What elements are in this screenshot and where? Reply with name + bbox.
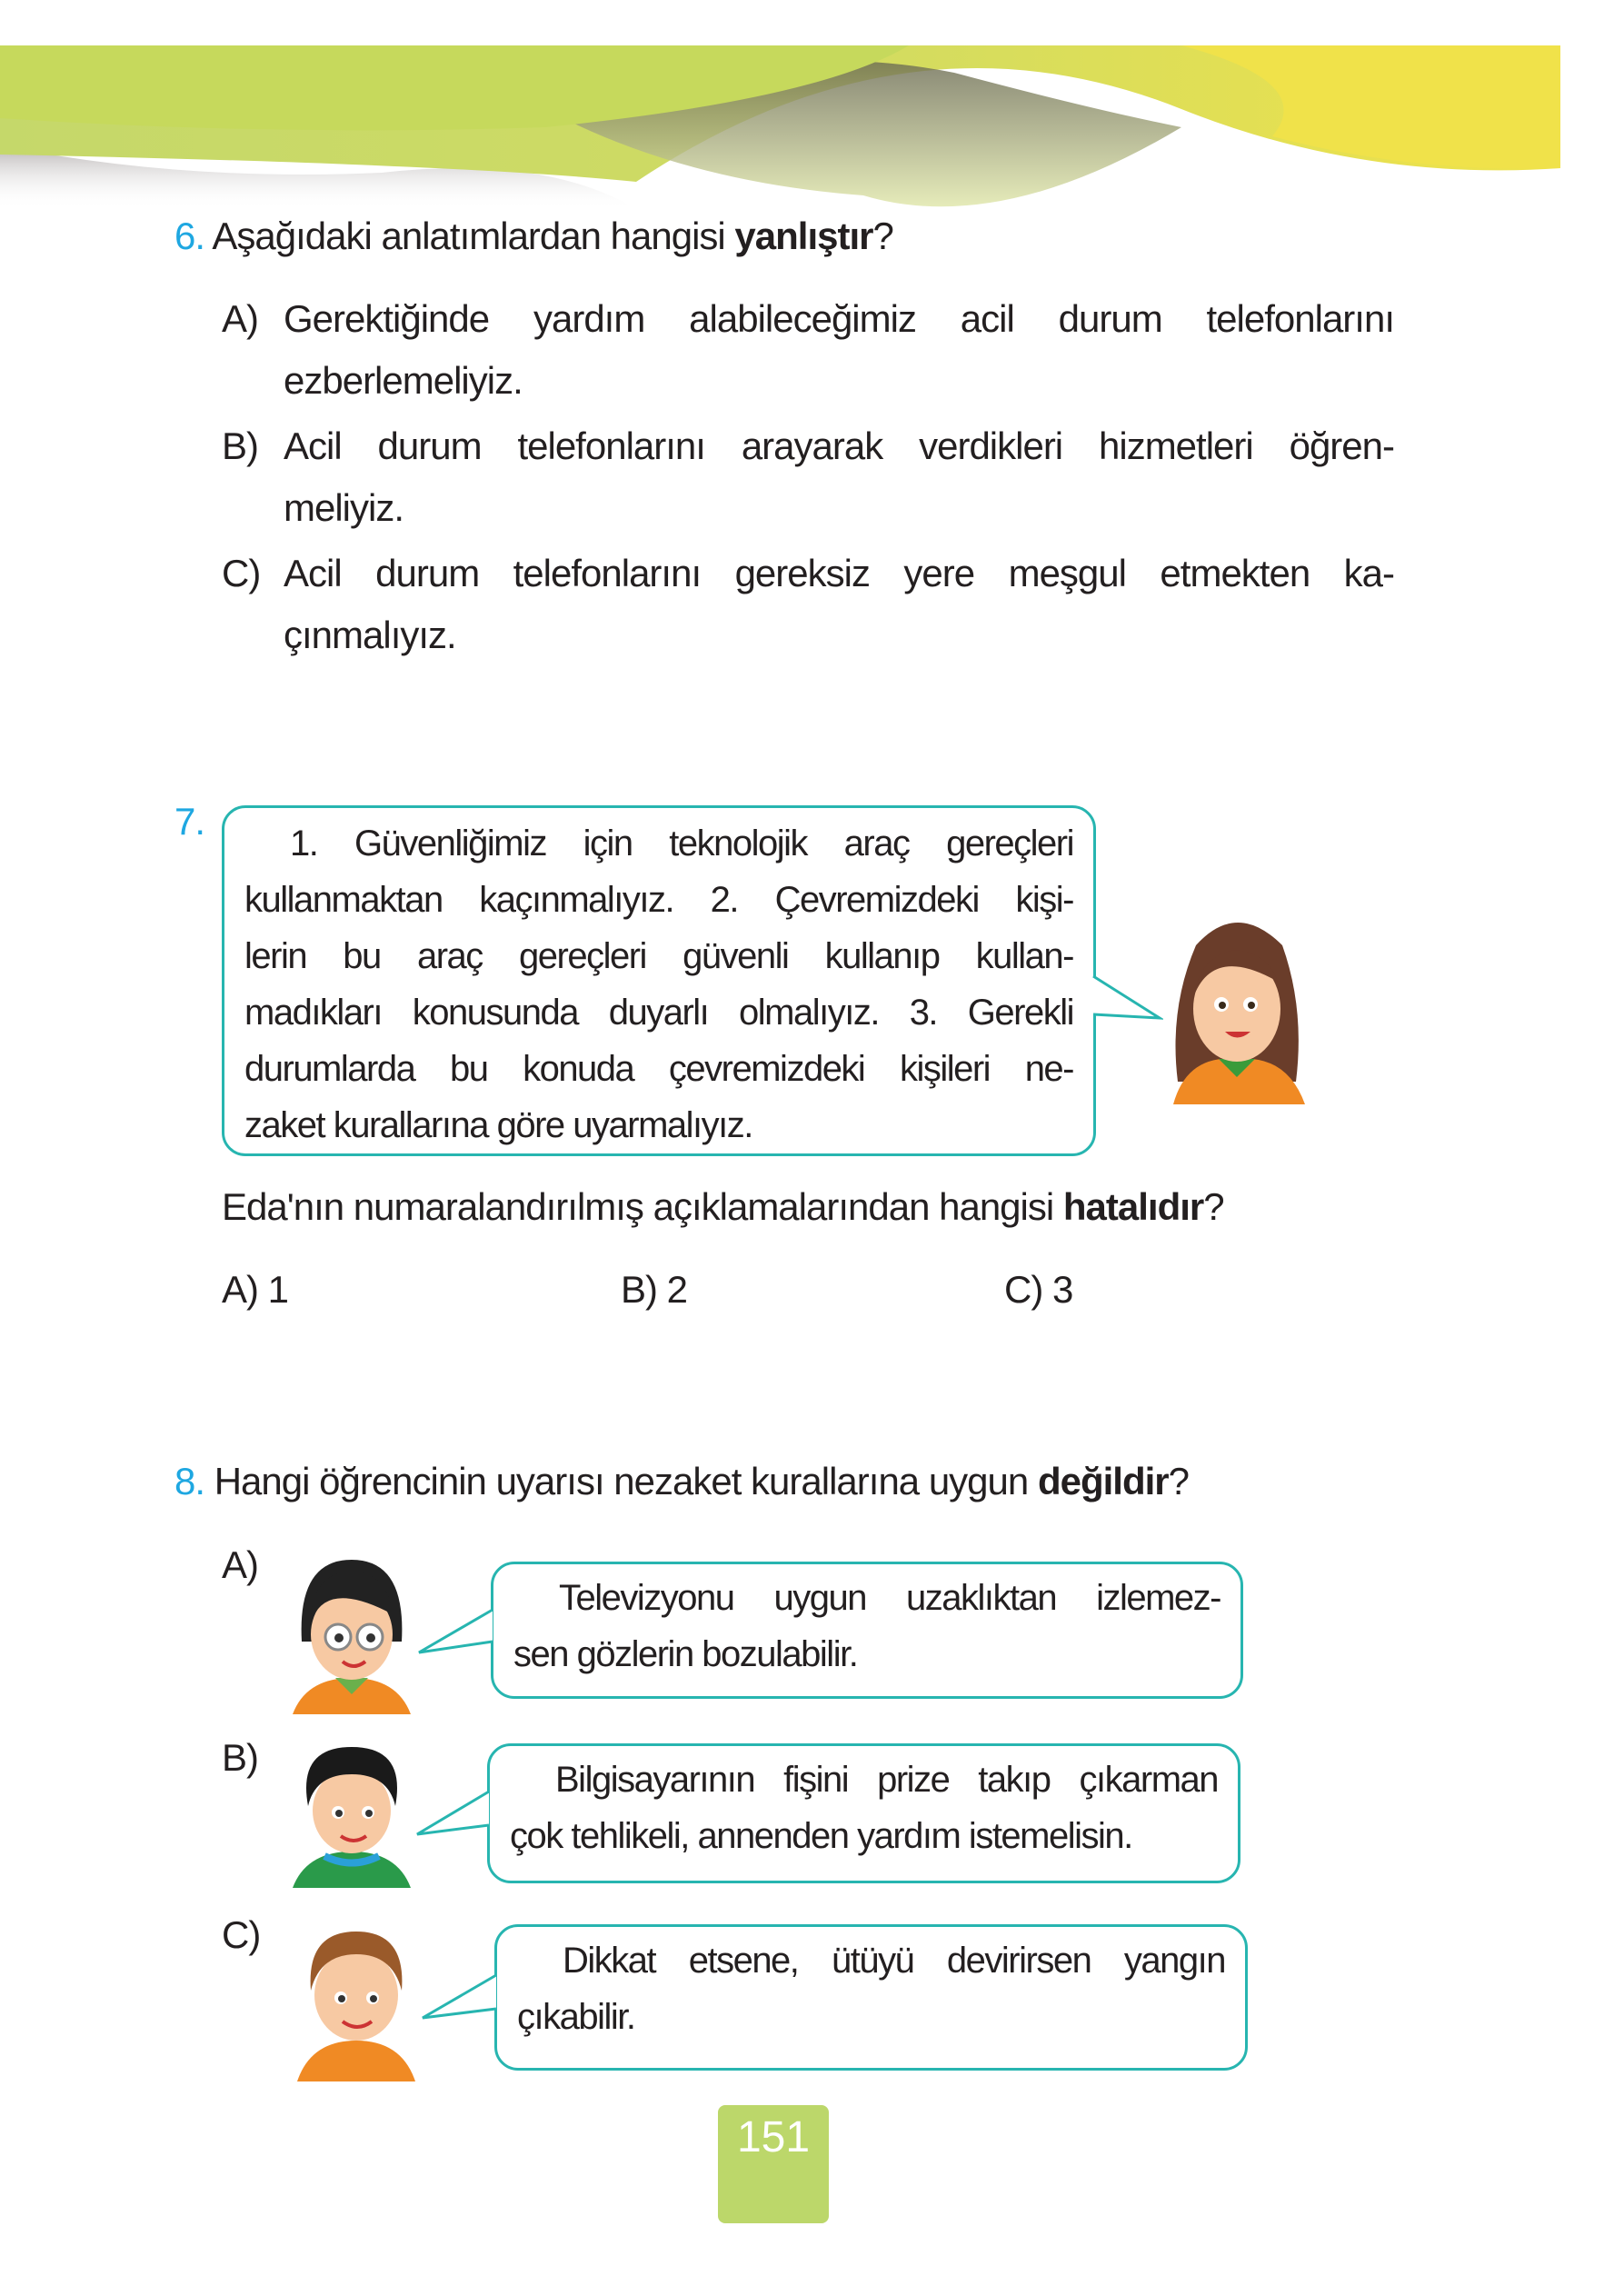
speech-bubble-a [491, 1562, 1243, 1699]
question-number: 6. [174, 215, 205, 257]
bubble-tail [416, 1607, 494, 1662]
q8-option-c-letter[interactable]: C) [222, 1913, 261, 1956]
bubble-line: zaket kurallarına göre uyarmalıyız. [244, 1105, 752, 1145]
curly-boy-illustration [288, 1738, 415, 1888]
option-line: Acil durum telefonlarını gereksiz yere meşgul etmekten ka- [284, 552, 1394, 594]
question-emphasis: değildir [1037, 1460, 1169, 1502]
option-line: ezberlemeliyiz. [284, 359, 523, 402]
option-letter: C) [222, 552, 261, 594]
question-mark: ? [872, 215, 893, 257]
bubble-line: Bilgisayarının fişini prize takıp çıkarman [555, 1760, 1218, 1800]
option-line: Gerektiğinde yardım alabileceğimiz acil durum telefonlarını [284, 297, 1394, 340]
question-number: 8. [174, 1460, 205, 1502]
bubble-line: çok tehlikeli, annenden yardım istemelisin. [510, 1816, 1132, 1856]
bubble-line: lerin bu araç gereçleri güvenli kullanıp kullan- [244, 936, 1073, 976]
q6-option-c[interactable] [222, 543, 1394, 666]
q7-option-a[interactable]: A) 1 [222, 1268, 289, 1311]
bubble-line: madıkları konusunda duyarlı olmalıyız. 3. Gerekli [244, 993, 1073, 1033]
q7-option-b[interactable]: B) 2 [621, 1268, 688, 1311]
brown-hair-boy-illustration [288, 1918, 424, 2081]
header-wave-banner [0, 0, 1624, 218]
q8-option-b-letter[interactable]: B) [222, 1736, 258, 1779]
question-text: Eda'nın numaralandırılmış açıklamalarından hangisi [222, 1185, 1063, 1228]
question-mark: ? [1168, 1460, 1189, 1502]
bubble-line: durumlarda bu konuda çevremizdeki kişileri ne- [244, 1049, 1073, 1089]
bubble-tail [420, 1972, 498, 2027]
question-6-stem [174, 205, 893, 267]
q6-option-b[interactable] [222, 415, 1394, 539]
question-8-stem [174, 1451, 1189, 1512]
girl-with-glasses-illustration [288, 1551, 415, 1714]
option-line: meliyiz. [284, 486, 404, 529]
page-number-badge: 151 [718, 2105, 829, 2223]
option-line: çınmalıyız. [284, 614, 456, 656]
q8-option-a-letter[interactable]: A) [222, 1543, 258, 1586]
bubble-line: Televizyonu uygun uzaklıktan izlemez- [559, 1578, 1220, 1618]
bubble-line: çıkabilir. [517, 1997, 635, 2037]
q6-option-a[interactable] [222, 288, 1394, 412]
bubble-line: kullanmaktan kaçınmalıyız. 2. Çevremizdeki kişi- [244, 880, 1073, 920]
girl-eda-illustration [1160, 909, 1314, 1104]
option-letter: B) [222, 424, 258, 467]
question-text: Aşağıdaki anlatımlardan hangisi [212, 215, 735, 257]
bubble-line: Dikkat etsene, ütüyü devirirsen yangın [563, 1941, 1225, 1981]
option-line: Acil durum telefonlarını arayarak verdikleri hizmetleri öğren- [284, 424, 1394, 467]
question-emphasis: hatalıdır [1062, 1185, 1204, 1228]
bubble-line: 1. Güvenliğimiz için teknolojik araç gereçleri [290, 824, 1073, 863]
question-mark: ? [1203, 1185, 1224, 1228]
speech-bubble-c [494, 1924, 1248, 2071]
speech-bubble-b [487, 1743, 1240, 1883]
option-letter: A) [222, 297, 258, 340]
q7-option-c[interactable]: C) 3 [1004, 1268, 1073, 1311]
bubble-tail [1091, 973, 1163, 1027]
eda-speech-bubble [222, 805, 1096, 1156]
question-7-number: 7. [174, 800, 205, 843]
question-emphasis: yanlıştır [734, 215, 873, 257]
question-7-stem [222, 1176, 1224, 1238]
bubble-tail [414, 1789, 491, 1843]
question-text: Hangi öğrencinin uyarısı nezaket kurallarına uygun [214, 1460, 1038, 1502]
bubble-line: sen gözlerin bozulabilir. [513, 1634, 858, 1674]
